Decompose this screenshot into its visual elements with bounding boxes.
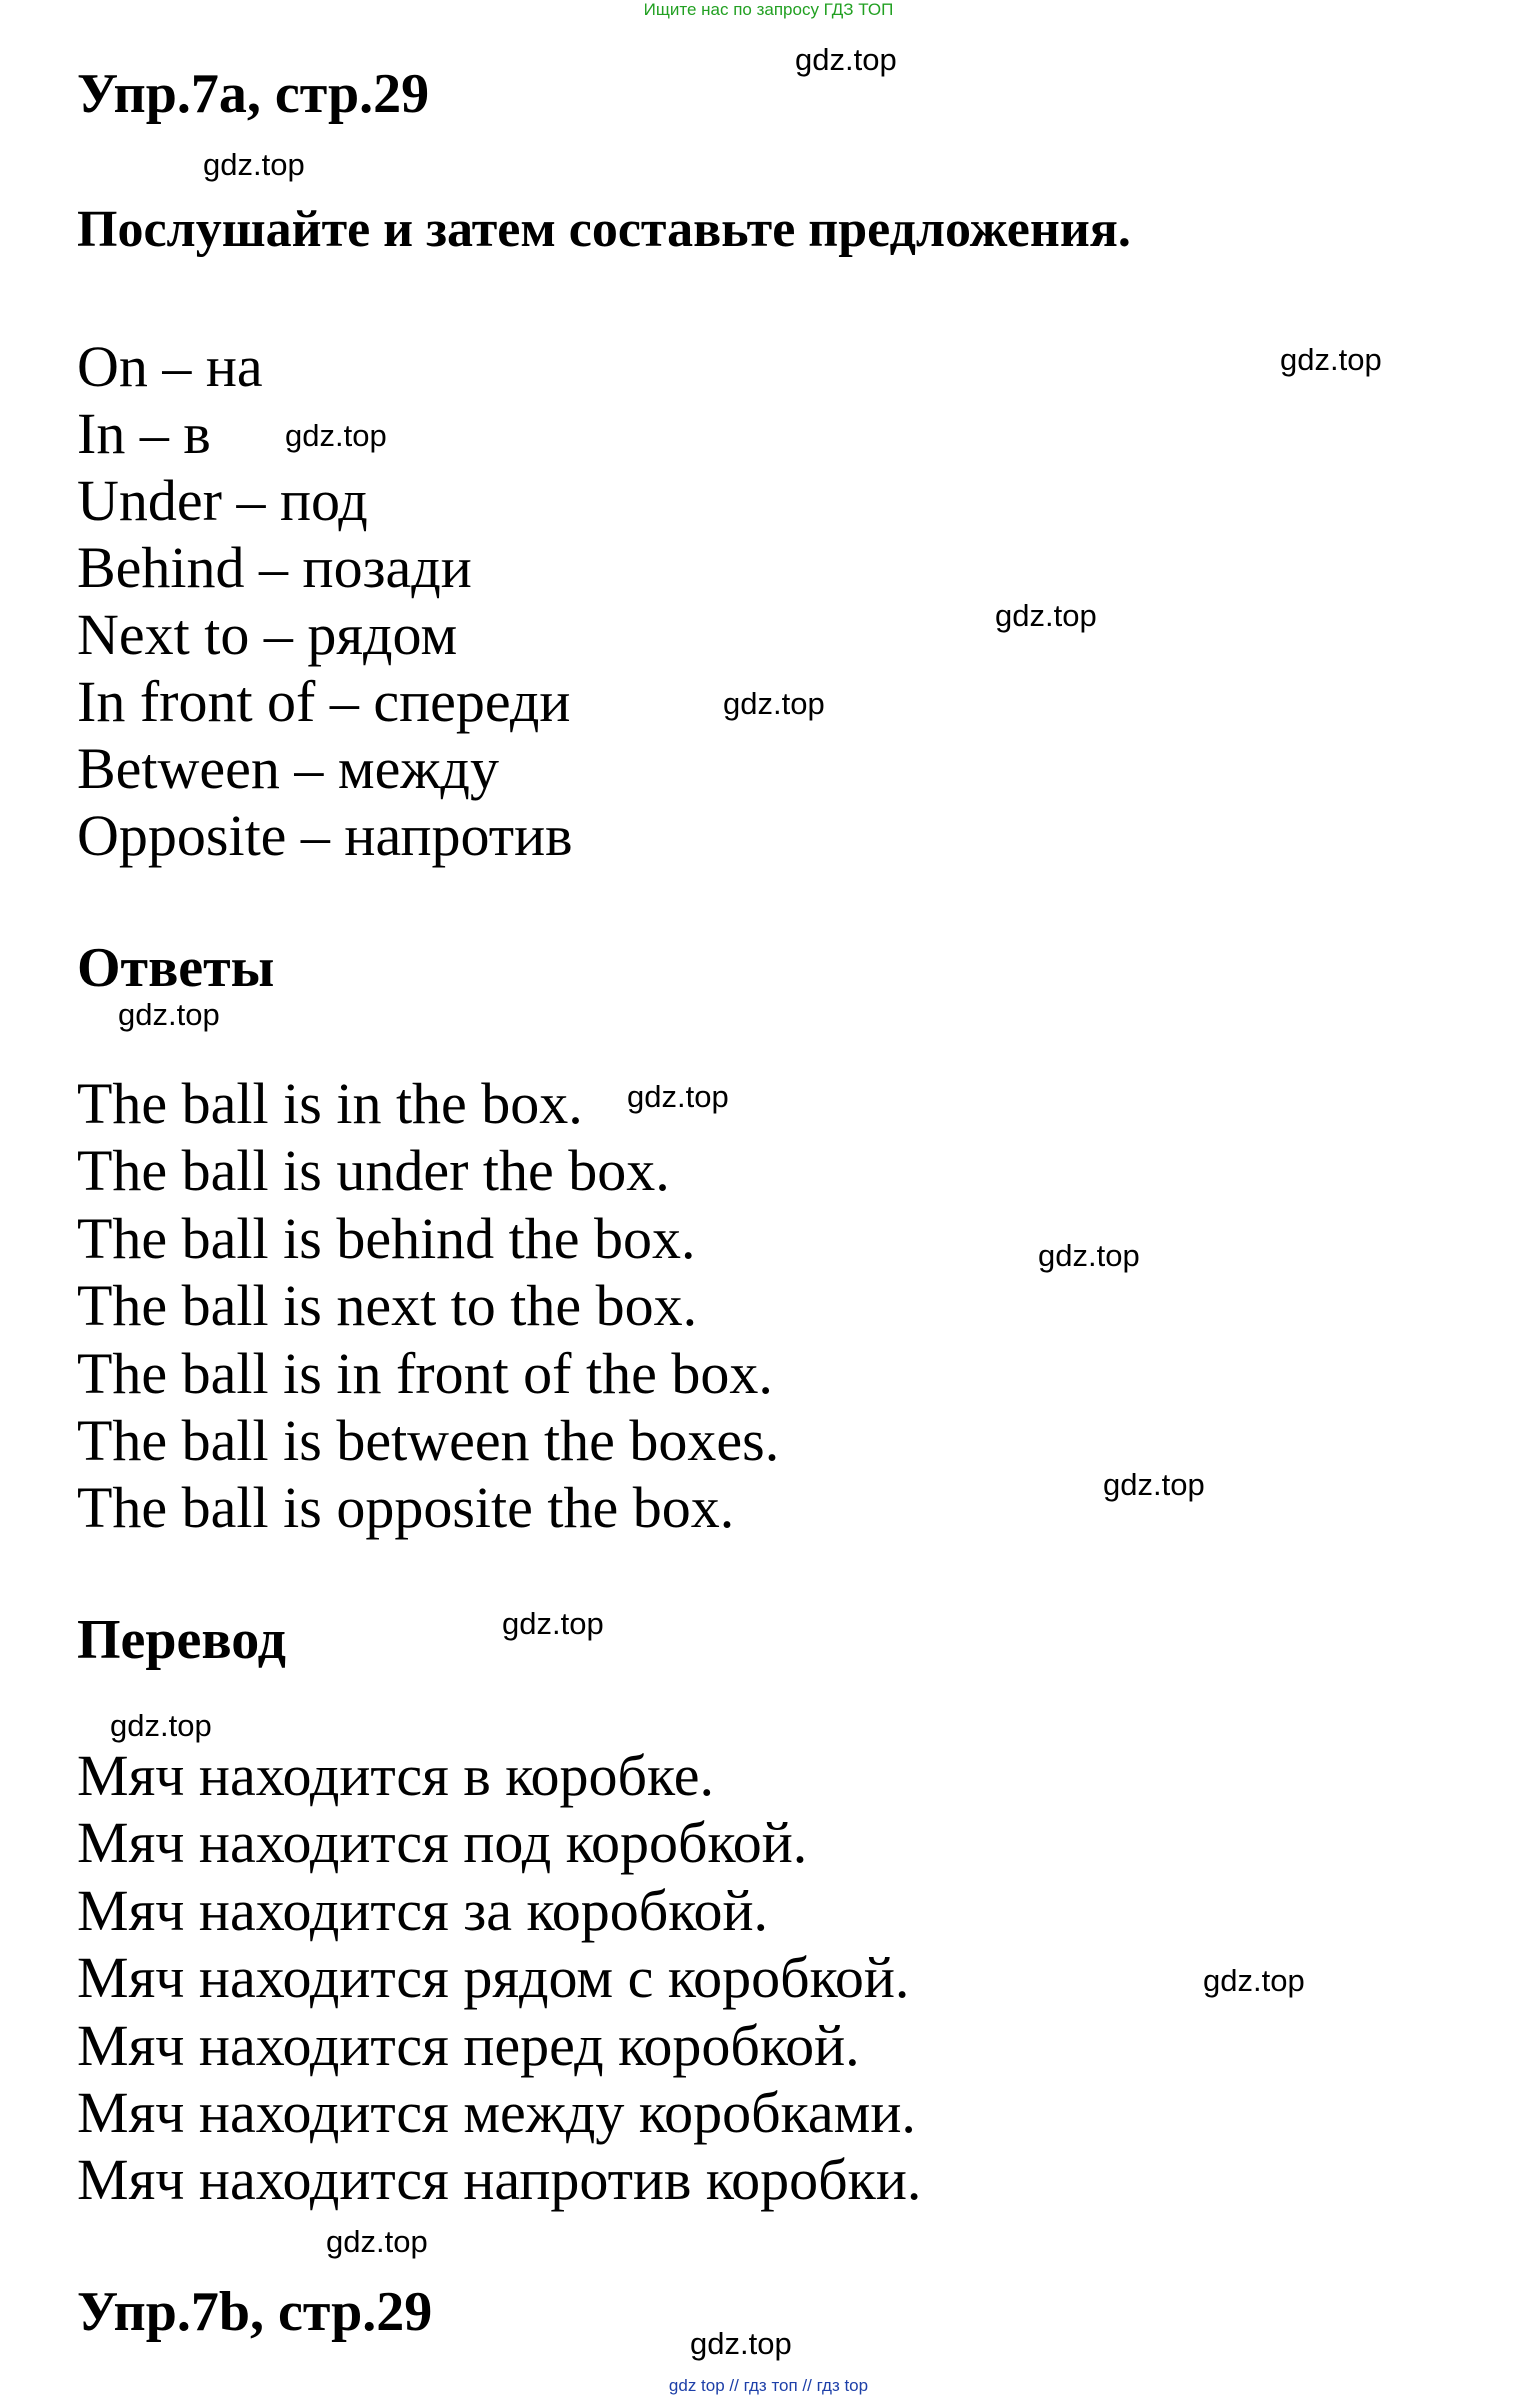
top-banner-link[interactable]: Ищите нас по запросу ГДЗ ТОП <box>643 0 894 19</box>
watermark: gdz.top <box>795 42 897 77</box>
answers-heading: Ответы <box>77 937 275 999</box>
vocab-line: Behind – позади <box>77 535 472 600</box>
answer-line: The ball is in the box. <box>77 1071 583 1136</box>
translation-line: Мяч находится под коробкой. <box>77 1810 808 1875</box>
answer-line: The ball is behind the box. <box>77 1206 696 1271</box>
translation-line: Мяч находится между коробками. <box>77 2080 916 2145</box>
watermark: gdz.top <box>1203 1963 1305 1998</box>
vocab-line: Opposite – напротив <box>77 803 573 868</box>
exercise-b-title: Упр.7b, стр.29 <box>77 2281 433 2343</box>
answer-line: The ball is opposite the box. <box>77 1475 735 1540</box>
watermark: gdz.top <box>1280 342 1382 377</box>
translation-line: Мяч находится напротив коробки. <box>77 2147 922 2212</box>
watermark: gdz.top <box>285 418 387 453</box>
exercise-a-title: Упр.7a, стр.29 <box>77 63 430 125</box>
watermark: gdz.top <box>203 147 305 182</box>
vocab-line: In front of – спереди <box>77 669 571 734</box>
translation-line: Мяч находится рядом с коробкой. <box>77 1945 910 2010</box>
watermark: gdz.top <box>723 686 825 721</box>
watermark: gdz.top <box>1103 1467 1205 1502</box>
translation-heading: Перевод <box>77 1609 286 1671</box>
watermark: gdz.top <box>995 598 1097 633</box>
vocab-line: In – в <box>77 401 211 466</box>
answer-line: The ball is in front of the box. <box>77 1341 773 1406</box>
watermark: gdz.top <box>502 1606 604 1641</box>
watermark: gdz.top <box>627 1079 729 1114</box>
answer-line: The ball is next to the box. <box>77 1273 698 1338</box>
vocab-line: Under – под <box>77 468 368 533</box>
vocab-line: Next to – рядом <box>77 602 458 667</box>
footer-links[interactable]: gdz top // гдз топ // гдз top <box>668 2376 869 2395</box>
watermark: gdz.top <box>1038 1238 1140 1273</box>
watermark: gdz.top <box>110 1708 212 1743</box>
instruction-heading: Послушайте и затем составьте предложения. <box>77 201 1131 258</box>
vocab-line: On – на <box>77 334 263 399</box>
answer-line: The ball is under the box. <box>77 1138 670 1203</box>
translation-line: Мяч находится в коробке. <box>77 1743 714 1808</box>
watermark: gdz.top <box>326 2224 428 2259</box>
translation-line: Мяч находится перед коробкой. <box>77 2013 860 2078</box>
answer-line: The ball is between the boxes. <box>77 1408 780 1473</box>
watermark: gdz.top <box>690 2326 792 2361</box>
watermark: gdz.top <box>118 997 220 1032</box>
translation-line: Мяч находится за коробкой. <box>77 1878 769 1943</box>
vocab-line: Between – между <box>77 736 499 801</box>
